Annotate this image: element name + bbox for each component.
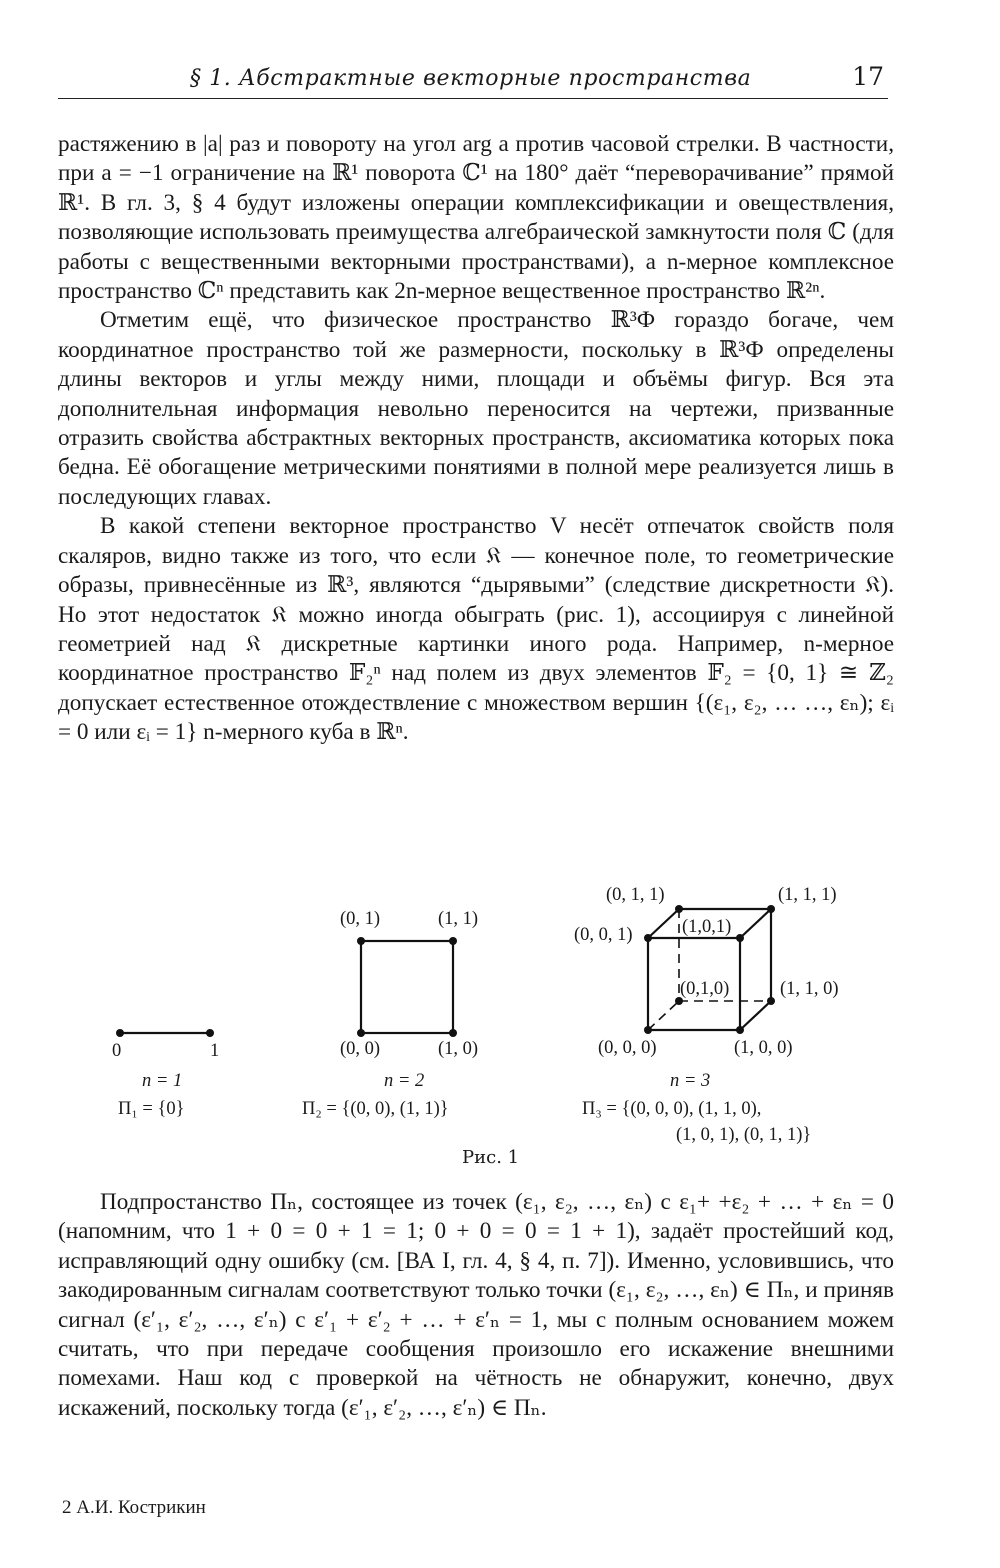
n3-set-line-1: Π₃ = {(0, 0, 0), (1, 1, 0), <box>582 1099 762 1119</box>
body-text <box>58 130 894 748</box>
lower-text <box>58 1188 894 1423</box>
page-header <box>58 58 888 99</box>
label-v111: (1, 1, 1) <box>778 885 837 905</box>
vertex-111 <box>767 905 775 913</box>
label-v01: (0, 1) <box>340 909 381 929</box>
vertex-100 <box>736 1026 744 1034</box>
label-0: 0 <box>112 1041 122 1061</box>
vertex-011 <box>675 905 683 913</box>
n3-set-line-2: (1, 0, 1), (0, 1, 1)} <box>676 1125 812 1145</box>
vertex-01 <box>357 937 365 945</box>
signature-mark: 2 А.И. Кострикин <box>62 1497 206 1518</box>
label-v00: (0, 0) <box>340 1039 381 1059</box>
vertex-110 <box>767 997 775 1005</box>
vertex-101 <box>736 934 744 942</box>
label-v110: (1, 1, 0) <box>780 979 839 999</box>
square-n2 <box>361 941 453 1033</box>
label-1: 1 <box>210 1041 220 1061</box>
vertex-1 <box>206 1029 214 1037</box>
label-v100: (1, 0, 0) <box>734 1038 793 1058</box>
paragraph-2: Отметим ещё, что физическое пространство ℝ³Ф гораздо богаче, чем координатное пространство той же размерности, поскольку в ℝ³Ф определены длины векторов и углы между ними, площади и объёмы фигур. Вся эта дополнительная информация невольно переносится на чертежи, призванные отразить свойства абстрактных векторных пространств, аксиоматика которых пока бедна. Её обогащение метрическими понятиями в полной мере реализуется лишь в последующих главах. <box>58 307 894 510</box>
label-v011: (0, 1, 1) <box>606 885 665 905</box>
paragraph-3: В какой степени векторное пространство V несёт отпечаток свойств поля скаляров, видно также из того, что если 𝔎 — конечное поле, то геометрические образы, привнесённые из ℝ³, являются “дырявыми” (следствие дискретности 𝔎). Но этот недостаток 𝔎 можно иногда обыграть (рис. 1), ассоциируя с линейной геометрией над 𝔎 дискретные картинки иного рода. Например, n-мерное координатное пространство 𝔽₂ⁿ над полем из двух элементов 𝔽₂ = {0, 1} ≅ ℤ₂ допускает естественное отождествление с множеством вершин {(ε₁, ε₂, … …, εₙ); εᵢ = 0 или εᵢ = 1} n-мерного куба в ℝⁿ. <box>58 513 894 746</box>
label-v001: (0, 0, 1) <box>574 925 633 945</box>
vertex-0 <box>116 1029 124 1037</box>
running-title: § 1. Абстрактные векторные пространства <box>190 66 752 91</box>
vertex-11 <box>449 937 457 945</box>
paragraph-4: Подпростанство Πₙ, состоящее из точек (ε₁, ε₂, …, εₙ) с ε₁+ +ε₂ + … + εₙ = 0 (напомним, что 1 + 0 = 0 + 1 = 1; 0 + 0 = 0 = 1 + 1), задаёт простейший код, исправляющий одну ошибку (см. [ВА I, гл. 4, § 4, п. 7]). Именно, условившись, что закодированным сигналам соответствуют только точки (ε₁, ε₂, …, εₙ) ∈ Πₙ, и приняв сигнал (ε′₁, ε′₂, …, ε′ₙ) с ε′₁ + ε′₂ + … + ε′ₙ = 1, мы с полным основанием можем считать, что при передаче сообщения произошло его искажение внешними помехами. Наш код с проверкой на чётность не обнаружит, конечно, двух искажений, поскольку тогда (ε′₁, ε′₂, …, ε′ₙ) ∈ Πₙ. <box>58 1189 894 1421</box>
paragraph-1: растяжению в |a| раз и повороту на угол arg a против часовой стрелки. В частности, при a = −1 ограничение на ℝ¹ поворота ℂ¹ на 180° даёт “переворачивание” прямой ℝ¹. В гл. 3, § 4 будут изложены операции комплексификации и овеществления, позволяющие использовать преимущества алгебраической замкнутости поля ℂ (для работы с вещественными векторными пространствами), а n-мерное комплексное пространство ℂⁿ представить как 2n-мерное вещественное пространство ℝ²ⁿ. <box>58 131 894 305</box>
figure-caption: Рис. 1 <box>462 1147 520 1168</box>
label-v101: (1,0,1) <box>682 917 732 937</box>
n2-set: Π₂ = {(0, 0), (1, 1)} <box>302 1099 449 1119</box>
label-v10: (1, 0) <box>438 1039 479 1059</box>
vertex-001 <box>644 934 652 942</box>
label-v11: (1, 1) <box>438 909 479 929</box>
label-v010: (0,1,0) <box>680 979 730 999</box>
n3-label: n = 3 <box>670 1071 711 1091</box>
vertex-00 <box>357 1029 365 1037</box>
vertex-10 <box>449 1029 457 1037</box>
figure-1 <box>58 875 894 1175</box>
label-v000: (0, 0, 0) <box>598 1038 657 1058</box>
n1-set: Π₁ = {0} <box>118 1099 185 1119</box>
vertex-000 <box>644 1026 652 1034</box>
n2-label: n = 2 <box>384 1071 425 1091</box>
n1-label: n = 1 <box>142 1071 183 1091</box>
page-number: 17 <box>852 62 884 91</box>
